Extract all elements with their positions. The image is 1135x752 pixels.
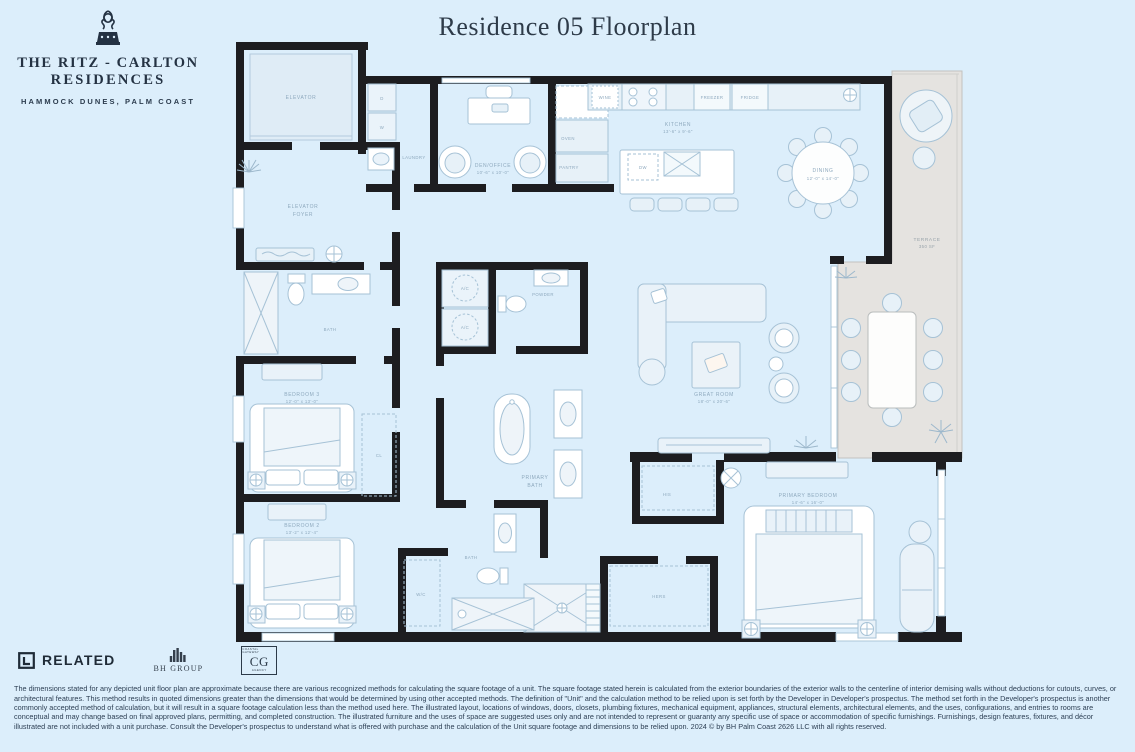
label-primary-bath-2: BATH: [527, 483, 543, 489]
label-wine: WINE: [598, 95, 612, 100]
brand-name-line2: RESIDENCES: [50, 72, 166, 89]
label-great-room: GREAT ROOM: [694, 392, 734, 398]
bath2-fixtures: [452, 514, 534, 630]
cg-logo: [241, 646, 277, 675]
related-logo-text: RELATED: [42, 652, 116, 668]
label-terrace: TERRACE: [913, 238, 941, 243]
cg-logo-initials: CG: [249, 653, 269, 669]
label-powder: POWDER: [532, 292, 554, 297]
label-dw: DW: [639, 165, 647, 170]
label-dining: DINING: [812, 168, 834, 174]
dims-dining: 12'-0" x 14'-0": [806, 176, 840, 181]
label-wc: W/C: [416, 592, 426, 597]
bedroom3-furniture: [248, 364, 396, 496]
label-kitchen: KITCHEN: [664, 122, 692, 128]
label-bedroom3: BEDROOM 3: [284, 392, 320, 398]
brand-name-line1: THE RITZ - CARLTON: [17, 55, 199, 71]
developer-logos: [18, 645, 277, 675]
brand-location: HAMMOCK DUNES, PALM COAST: [20, 96, 196, 106]
kitchen-counter: [588, 84, 860, 110]
label-primary-bedroom: PRIMARY BEDROOM: [778, 493, 838, 499]
label-elevator: ELEVATOR: [285, 95, 317, 101]
dims-den-office: 10'-6" x 10'-0": [476, 170, 510, 175]
bh-group-logo: [153, 648, 203, 673]
dims-primary-bedroom: 14'-6" x 16'-0": [791, 500, 825, 505]
powder-fixtures: [498, 270, 568, 312]
label-ac-lower: A/C: [460, 325, 470, 330]
label-fridge: FRIDGE: [740, 95, 760, 100]
related-logo-icon: [18, 652, 35, 669]
dims-terrace: 350 SF: [918, 244, 936, 249]
label-bath3: BATH: [323, 327, 337, 332]
label-his: HIS: [662, 492, 672, 497]
dims-bedroom3: 12'-0" x 13'-0": [285, 399, 319, 404]
label-dryer: D: [380, 96, 384, 101]
label-den-office: DEN/OFFICE: [474, 163, 512, 169]
label-oven: OVEN: [561, 136, 575, 141]
his-closet-outline: [642, 466, 714, 510]
dims-great-room: 18'-0" x 20'-6": [697, 399, 731, 404]
related-logo: [18, 652, 115, 669]
label-bedroom2: BEDROOM 2: [284, 523, 320, 529]
legal-disclaimer: The dimensions stated for any depicted unit floor plan are approximate because there are various recognized methods for calculating the square footage of a unit. The square footage stated herein is calculated from the exterior boundaries of the exterior walls to the centerline of interior demising walls without deductions for cutouts, curves, or architectural features. This method results in quoted dimensions greater than the dimensions that would be determined by using other accepted methods. The definition of "Unit" and the calculation method to be relied upon is set forth by the Developer in Developer's prospectus. The method set forth in the Developer's prospectus is another commonly accepted method of calculation, but it will result in a square footage calculation less than the method used here. The illustrated layout, locations of windows, doors, closets, plumbing fixtures, mechanical equipment, appliances, structural elements, architectural elements, and the uses, configurations, and entries to rooms are conceptual and may change based on final approved plans, permitting, and completed construction. The illustrated furniture and the uses of space are suggested uses only and are not intended to represent or guaranty any specific use of space or accommodation of specific furnishings. Furnishings, design features, fixtures, and décor illustrated are not included with a unit purchase. Consult the Developer's prospectus to understand what is offered with purchase and the calculation of the Unit square footage and dimensions to be relied upon. 2024 © by BH Palm Coast 2626 LLC with all rights reserved.: [14, 684, 1117, 731]
label-washer: W: [379, 125, 385, 130]
bath3-fixtures: [244, 272, 370, 354]
dims-bedroom2: 13'-2" x 12'-4": [285, 530, 319, 535]
label-hers: HERS: [652, 594, 666, 599]
dims-kitchen: 13'-6" x 9'-6": [663, 129, 693, 134]
label-closet: CL: [375, 453, 383, 458]
great-room-plant: [794, 436, 818, 448]
label-freezer: FREEZER: [700, 95, 724, 100]
cg-logo-bottom-text: AGENCY: [251, 667, 267, 672]
label-elevator-foyer-2: FOYER: [292, 212, 314, 218]
ac-closets: [442, 270, 488, 346]
label-primary-bath-1: PRIMARY: [521, 475, 549, 481]
label-elevator-foyer-1: ELEVATOR: [287, 204, 319, 210]
cg-logo-top-text: COASTAL GATEWAY: [242, 647, 260, 655]
label-pantry: PANTRY: [559, 165, 579, 170]
label-ac-upper: A/C: [460, 286, 470, 291]
primary-bedroom-furniture: [721, 462, 934, 638]
bh-group-logo-icon: [167, 648, 189, 662]
label-bath2: BATH: [464, 555, 478, 560]
foyer-console: [256, 246, 342, 262]
great-room-furniture: [638, 284, 799, 453]
page-title: Residence 05 Floorplan: [438, 12, 697, 41]
bh-group-logo-text: BH GROUP: [153, 663, 204, 673]
kitchen-island: [620, 150, 738, 211]
label-laundry: LAUNDRY: [402, 155, 426, 160]
